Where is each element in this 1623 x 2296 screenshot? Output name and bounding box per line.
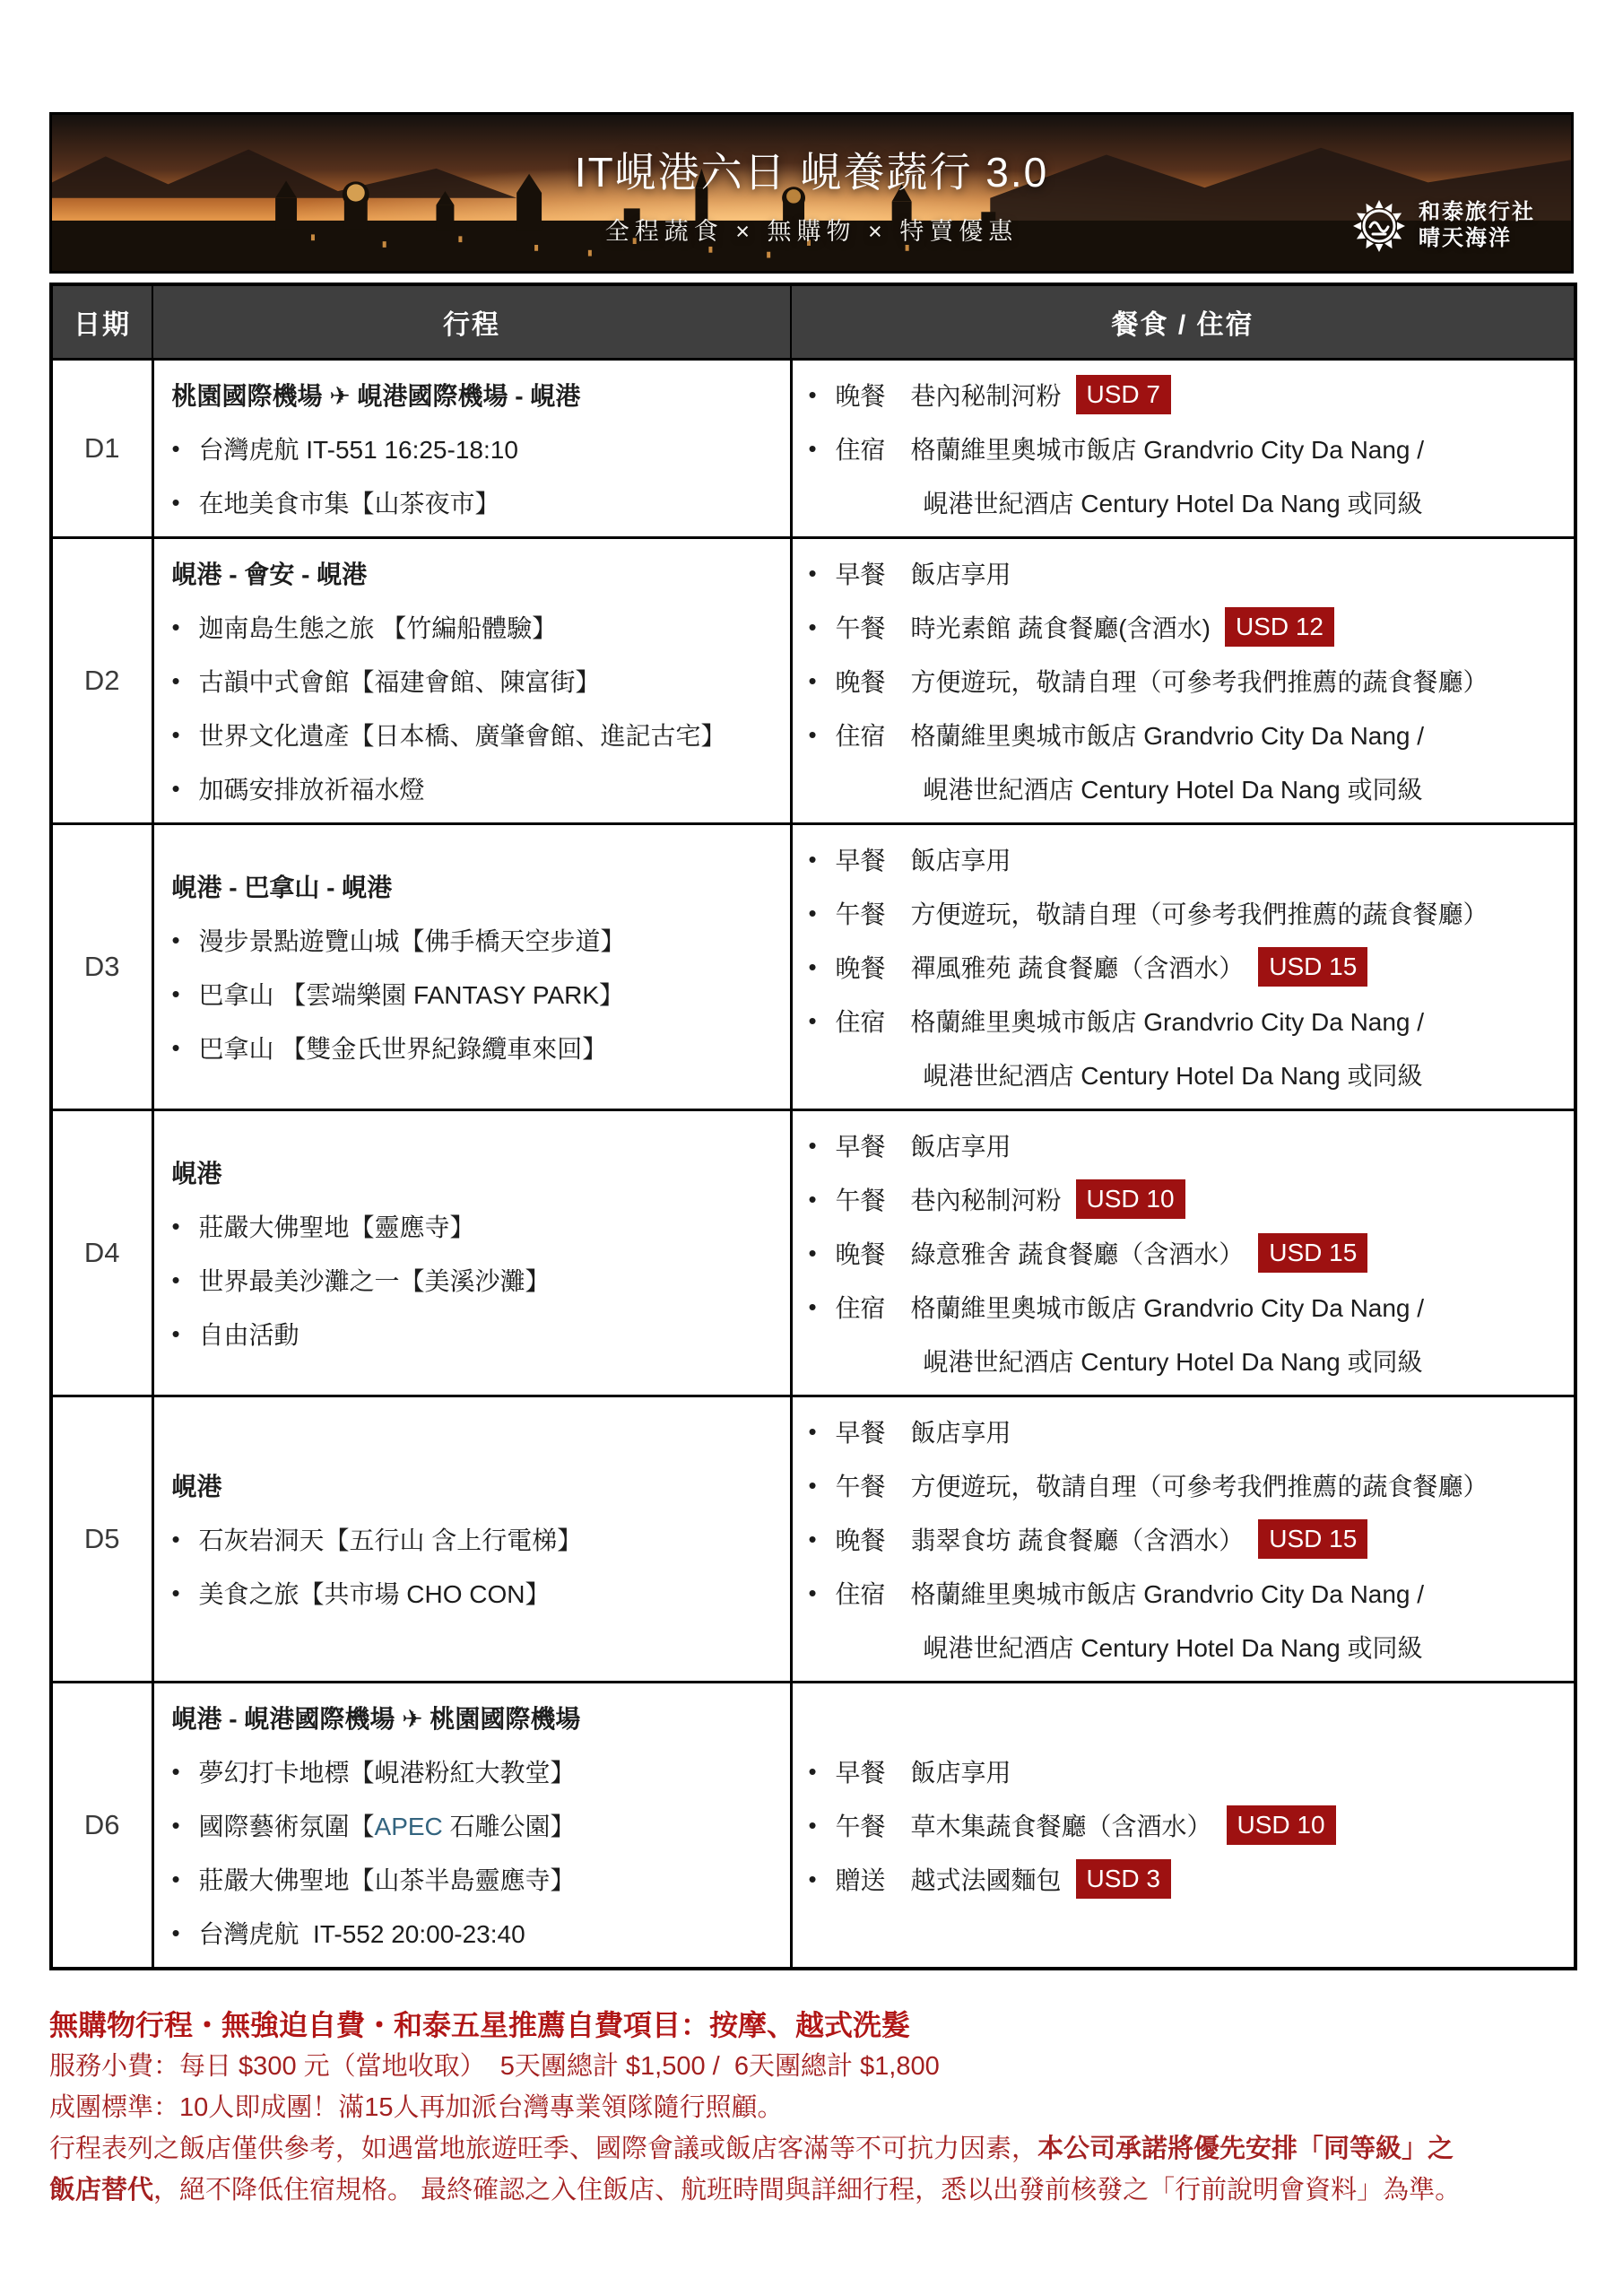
sun-wave-logo-icon [1350,197,1408,255]
table-row [51,538,1575,824]
itinerary-item-text: 石灰岩洞天【五行山 含上行電梯】 [198,1526,583,1554]
bullet-icon: • [171,434,180,462]
meal-text: 時光素館 蔬食餐廳(含酒水) [910,614,1211,642]
meal-line [809,1852,1562,1906]
row-title-text: 峴港 - 峴港國際機場 ✈ 桃園國際機場 [171,1705,581,1733]
bullet-icon: • [171,720,180,748]
meal-line [809,1226,1562,1280]
meal-text: 綠意雅舍 蔬食餐廳（含酒水） [910,1240,1245,1268]
no-shopping-note: 無購物行程・無強迫自費・和泰五星推薦自費項目：按摩、越式洗髮 [49,2009,911,2041]
itinerary-item [172,1906,777,1960]
meal-label: 早餐 [835,1133,886,1161]
itinerary-cell [152,360,791,538]
meal-label: 住宿 [835,1294,886,1322]
meal-label: 午餐 [835,1473,886,1500]
row-title [172,1691,777,1744]
meal-text: 飯店享用 [910,561,1011,588]
usd-price-badge: USD 10 [1076,1179,1185,1219]
itinerary-item [172,1744,777,1798]
table-row [51,1396,1575,1683]
itinerary-cell [152,1683,791,1970]
meal-label: 贈送 [835,1866,886,1894]
hotel-alternative-text: 峴港世紀酒店 Century Hotel Da Nang 或同級 [923,1062,1423,1090]
hotel-disclaimer-line2: 飯店替代，絕不降低住宿規格。 最終確認之入住飯店、航班時間與詳細行程，悉以出發前核發之「行前說明會資料」為準。 [49,2176,1462,2205]
meals-cell [791,360,1575,538]
itinerary-table [49,283,1577,1970]
itinerary-item-text: 加碼安排放祈福水燈 [198,776,425,804]
usd-price-badge: USD 7 [1076,375,1171,414]
usd-price-badge: USD 3 [1076,1859,1171,1899]
itinerary-item-text: 莊嚴大佛聖地【靈應寺】 [198,1213,475,1241]
meal-text: 格蘭維里奧城市飯店 Grandvrio City Da Nang / [910,1008,1425,1036]
bullet-icon: • [808,1185,817,1213]
table-row [51,824,1575,1110]
bullet-icon: • [808,1292,817,1320]
bullet-icon: • [171,1319,180,1347]
bullet-icon: • [171,666,180,694]
itinerary-item [172,1566,777,1620]
meal-label: 晚餐 [835,382,886,410]
itinerary-cell [152,1110,791,1396]
bullet-icon: • [171,1578,180,1606]
table-row [51,360,1575,538]
meal-text: 方便遊玩，敬請自理（可參考我們推薦的蔬食餐廳） [910,1473,1488,1500]
bullet-icon: • [171,1865,180,1892]
meal-label: 住宿 [835,722,886,750]
bullet-icon: • [808,1757,817,1785]
itinerary-item-text: 國際藝術氛圍【APEC 石雕公園】 [198,1813,576,1840]
itinerary-item-text: 美食之旅【共市場 CHO CON】 [198,1580,551,1608]
hotel-alternative-text: 峴港世紀酒店 Century Hotel Da Nang 或同級 [923,1634,1423,1662]
itinerary-cell [152,538,791,824]
day-cell: D3 [51,824,152,1110]
itinerary-item [172,422,777,475]
meal-label: 早餐 [835,1419,886,1447]
usd-price-badge: USD 15 [1258,947,1367,987]
bullet-icon: • [171,979,180,1007]
meals-cell [791,824,1575,1110]
hotel-alternative-text: 峴港世紀酒店 Century Hotel Da Nang 或同級 [923,1348,1423,1376]
meal-label: 早餐 [835,847,886,874]
bullet-icon: • [171,1265,180,1293]
bullet-icon: • [808,1865,817,1892]
itinerary-item [172,1798,777,1852]
meal-line [809,994,1562,1048]
brand-logo [1350,197,1535,255]
day-cell: D2 [51,538,152,824]
meal-line [809,832,1562,886]
bullet-icon: • [808,1471,817,1499]
meal-line [809,1798,1562,1852]
itinerary-item [172,1021,777,1074]
day-cell: D6 [51,1683,152,1970]
bullet-icon: • [171,1918,180,1946]
bullet-icon: • [171,613,180,640]
bullet-icon: • [808,952,817,980]
bullet-icon: • [808,1811,817,1839]
group-size-note: 成團標準：10人即成團！滿15人再加派台灣專業領隊隨行照顧。 [49,2093,784,2122]
meal-text: 格蘭維里奧城市飯店 Grandvrio City Da Nang / [910,722,1425,750]
meal-text: 巷內秘制河粉 [910,382,1062,410]
itinerary-item-text: 迦南島生態之旅 【竹編船體驗】 [198,614,558,642]
itinerary-item-text: 世界最美沙灘之一【美溪沙灘】 [198,1267,551,1295]
itinerary-item [172,1512,777,1566]
meal-text: 越式法國麵包 [910,1866,1062,1894]
bullet-icon: • [808,1131,817,1159]
meal-line [809,1405,1562,1458]
bullet-icon: • [808,559,817,587]
bullet-icon: • [808,1239,817,1266]
bullet-icon: • [808,380,817,408]
row-title-text: 桃園國際機場 ✈ 峴港國際機場 - 峴港 [171,382,581,410]
meal-label: 晚餐 [835,668,886,696]
usd-price-badge: USD 12 [1225,607,1334,647]
meal-label: 午餐 [835,1187,886,1214]
hotel-alternative-line [809,1620,1562,1674]
row-title-text: 峴港 [171,1473,222,1500]
hotel-alternative-line [809,475,1562,529]
meals-cell [791,1396,1575,1683]
itinerary-item [172,708,777,761]
row-title [172,1458,777,1512]
bullet-icon: • [171,1033,180,1061]
itinerary-item [172,913,777,967]
meal-label: 早餐 [835,1759,886,1787]
itinerary-item-text: 台灣虎航 IT-551 16:25-18:10 [198,436,518,464]
meal-label: 晚餐 [835,1526,886,1554]
tip-note: 服務小費：每日 $300 元（當地收取） 5天團總計 $1,500 / 6天團總計 $1,800 [49,2052,940,2081]
bullet-icon: • [808,899,817,926]
meal-line [809,1566,1562,1620]
hotel-alternative-text: 峴港世紀酒店 Century Hotel Da Nang 或同級 [923,490,1423,517]
row-title [172,546,777,600]
row-title-text: 峴港 - 巴拿山 - 峴港 [171,874,393,901]
meal-label: 午餐 [835,1813,886,1840]
itinerary-item-text: 漫步景點遊覽山城【佛手橋天空步道】 [198,927,626,955]
meal-text: 格蘭維里奧城市飯店 Grandvrio City Da Nang / [910,1580,1425,1608]
day-cell: D1 [51,360,152,538]
row-title-text: 峴港 [171,1160,222,1187]
row-title [172,368,777,422]
meal-label: 住宿 [835,1580,886,1608]
day-cell: D5 [51,1396,152,1683]
itinerary-cell [152,1396,791,1683]
itinerary-item [172,967,777,1021]
meal-line [809,1172,1562,1226]
page-subtitle: 全程蔬食 × 無購物 × 特賣優惠 [604,218,1019,245]
meal-text: 飯店享用 [910,847,1011,874]
table-row [51,1110,1575,1396]
bullet-icon: • [808,434,817,462]
row-title [172,1145,777,1199]
bullet-icon: • [171,774,180,802]
itinerary-item [172,1199,777,1253]
banner [49,112,1574,274]
bullet-icon: • [171,1811,180,1839]
bullet-icon: • [808,1525,817,1552]
usd-price-badge: USD 15 [1258,1519,1367,1559]
meal-label: 午餐 [835,900,886,928]
meal-text: 飯店享用 [910,1133,1011,1161]
meal-text: 格蘭維里奧城市飯店 Grandvrio City Da Nang / [910,1294,1425,1322]
header-itinerary: 行程 [152,284,791,360]
meal-text: 草木集蔬食餐廳（含酒水） [910,1813,1212,1840]
header-meals-lodging: 餐食 / 住宿 [791,284,1575,360]
meal-line [809,600,1562,654]
meal-line [809,1744,1562,1798]
itinerary-item [172,600,777,654]
bullet-icon: • [171,1212,180,1239]
itinerary-item-text: 古韻中式會館【福建會館、陳富街】 [198,668,601,696]
meal-text: 飯店享用 [910,1419,1011,1447]
hotel-alternative-line [809,1334,1562,1387]
meal-text: 翡翠食坊 蔬食餐廳（含酒水） [910,1526,1245,1554]
usd-price-badge: USD 15 [1258,1233,1367,1273]
table-header-row [51,284,1575,360]
meal-label: 晚餐 [835,1240,886,1268]
itinerary-item-text: 台灣虎航 IT-552 20:00-23:40 [198,1920,525,1948]
bullet-icon: • [808,613,817,640]
itinerary-item [172,1852,777,1906]
meal-line [809,886,1562,940]
meal-line [809,708,1562,761]
meal-line [809,1512,1562,1566]
bullet-icon: • [808,845,817,873]
itinerary-item-text: 世界文化遺產【日本橋、廣肇會館、進記古宅】 [198,722,726,750]
meals-cell [791,538,1575,824]
hotel-alternative-text: 峴港世紀酒店 Century Hotel Da Nang 或同級 [923,776,1423,804]
meal-text: 巷內秘制河粉 [910,1187,1062,1214]
meal-text: 方便遊玩，敬請自理（可參考我們推薦的蔬食餐廳） [910,900,1488,928]
meal-line [809,1118,1562,1172]
bullet-icon: • [808,1578,817,1606]
brand-name-line1: 和泰旅行社 [1419,200,1535,225]
table-row [51,1683,1575,1970]
meal-label: 早餐 [835,561,886,588]
meal-line [809,546,1562,600]
brand-name-line2: 晴天海洋 [1419,226,1512,250]
bullet-icon: • [171,1757,180,1785]
hotel-alternative-line [809,1048,1562,1101]
itinerary-item-text: 自由活動 [198,1321,299,1349]
day-cell: D4 [51,1110,152,1396]
footer-notes [49,2005,1574,2211]
bullet-icon: • [808,1417,817,1445]
page-title: IT峴港六日 峴養蔬行 3.0 [574,149,1049,196]
meal-label: 午餐 [835,614,886,642]
itinerary-item-text: 巴拿山 【雙金氏世界紀錄纜車來回】 [198,1035,608,1063]
hotel-alternative-line [809,761,1562,815]
meal-line [809,422,1562,475]
itinerary-item [172,761,777,815]
meal-line [809,654,1562,708]
meal-text: 飯店享用 [910,1759,1011,1787]
hotel-disclaimer-line1: 行程表列之飯店僅供參考，如遇當地旅遊旺季、國際會議或飯店客滿等不可抗力因素，本公司承諾將優先安排「同等級」之 [49,2135,1454,2163]
row-title-text: 峴港 - 會安 - 峴港 [171,561,368,588]
itinerary-item-text: 巴拿山 【雲端樂園 FANTASY PARK】 [198,981,625,1009]
meal-label: 住宿 [835,436,886,464]
itinerary-item-text: 在地美食市集【山茶夜市】 [198,490,500,517]
meal-line [809,940,1562,994]
usd-price-badge: USD 10 [1227,1805,1336,1845]
itinerary-item [172,654,777,708]
meal-label: 住宿 [835,1008,886,1036]
itinerary-item [172,1253,777,1307]
itinerary-item-text: 莊嚴大佛聖地【山茶半島靈應寺】 [198,1866,576,1894]
meal-text: 方便遊玩，敬請自理（可參考我們推薦的蔬食餐廳） [910,668,1488,696]
bullet-icon: • [171,488,180,516]
meal-text: 禪風雅苑 蔬食餐廳（含酒水） [910,954,1245,982]
row-title [172,859,777,913]
bullet-icon: • [171,1525,180,1552]
header-date: 日期 [51,284,152,360]
meals-cell [791,1110,1575,1396]
meal-line [809,368,1562,422]
meal-label: 晚餐 [835,954,886,982]
meals-cell [791,1683,1575,1970]
itinerary-item-text: 夢幻打卡地標【峴港粉紅大教堂】 [198,1759,576,1787]
bullet-icon: • [808,666,817,694]
meal-text: 格蘭維里奧城市飯店 Grandvrio City Da Nang / [910,436,1425,464]
itinerary-cell [152,824,791,1110]
bullet-icon: • [808,720,817,748]
meal-line [809,1458,1562,1512]
itinerary-item [172,1307,777,1361]
bullet-icon: • [171,926,180,953]
meal-line [809,1280,1562,1334]
bullet-icon: • [808,1006,817,1034]
itinerary-item [172,475,777,529]
